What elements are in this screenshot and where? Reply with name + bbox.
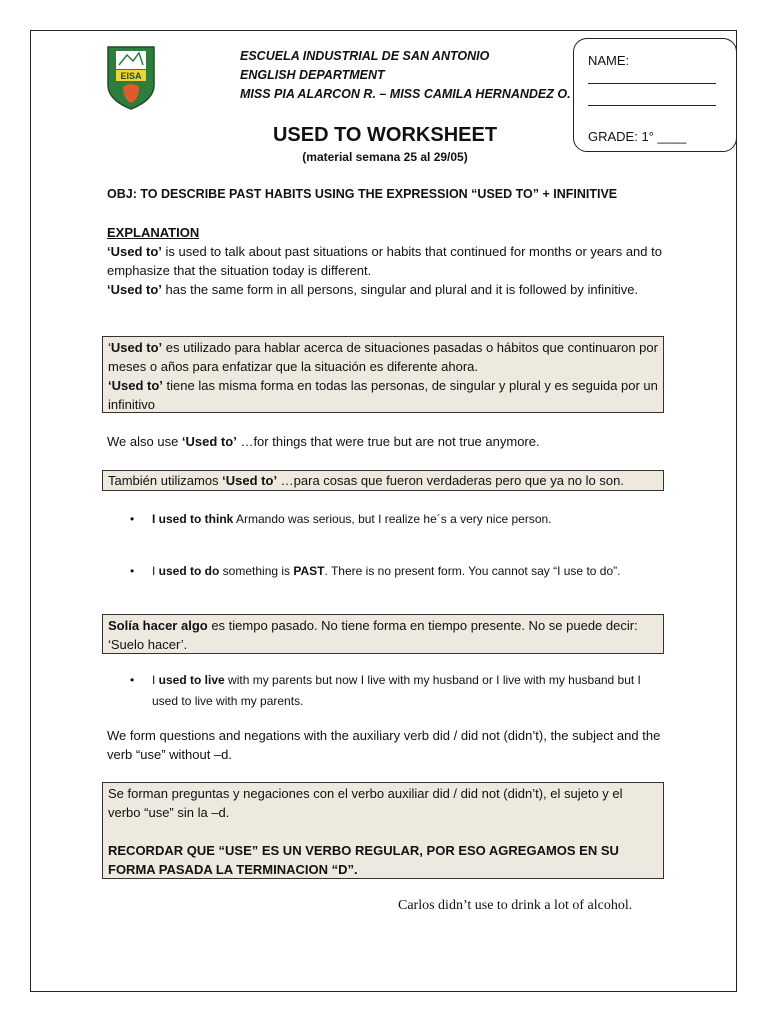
explanation-p2: ‘Used to’ has the same form in all persons, singular and plural and it is followed by infinitive. (107, 282, 639, 297)
department: ENGLISH DEPARTMENT (240, 68, 385, 82)
box1-p2: ‘Used to’ tiene las misma forma en todas las personas, de singular y plural y es seguida por un infinitivo (108, 378, 658, 412)
bullet-icon: • (130, 512, 135, 526)
spanish-also-box: También utilizamos ‘Used to’ …para cosas que fueron verdaderas pero que ya no lo son. (102, 470, 664, 491)
bullet-item: • I used to live with my parents but now I live with my husband or I live with my husband but I used to live with my parents. (130, 670, 655, 714)
objective: OBJ: TO DESCRIBE PAST HABITS USING THE EXPRESSION “USED TO” + INFINITIVE (107, 187, 618, 201)
grade-label: GRADE: 1° ____ (588, 129, 687, 144)
worksheet-subtitle: (material semana 25 al 29/05) (302, 150, 468, 164)
school-logo (105, 45, 157, 111)
box4-p1: Se forman preguntas y negaciones con el verbo auxiliar did / did not (didn’t), el sujeto y el verbo “use” sin la –d. (108, 786, 623, 820)
bullet-item: • I used to do something is PAST. There is no present form. You cannot say “I use to do”. (130, 561, 655, 583)
explanation-heading: EXPLANATION (107, 225, 200, 240)
bullet-icon: • (130, 673, 135, 687)
explanation-p1: ‘Used to’ is used to talk about past situations or habits that continued for months or years and to emphasize that the situation today is different. (107, 244, 662, 278)
bullet-item: • I used to think Armando was serious, but I realize he´s a very nice person. (130, 509, 655, 531)
name-line-2 (588, 105, 716, 106)
bullet-icon: • (130, 564, 135, 578)
explanation-section (107, 223, 667, 299)
also-use-text: We also use ‘Used to’ …for things that were true but are not true anymore. (107, 434, 540, 449)
spanish-questions-box (102, 782, 664, 879)
name-line-1 (588, 83, 716, 84)
teachers: MISS PIA ALARCON R. – MISS CAMILA HERNANDEZ O. (240, 87, 571, 101)
example-sentence: Carlos didn’t use to drink a lot of alcohol. (398, 898, 633, 913)
spanish-explanation-box (102, 336, 664, 413)
box1-p1: ‘Used to’ es utilizado para hablar acerca de situaciones pasadas o hábitos que continuaron por meses o años para enfatizar que la situación es diferente ahora. (108, 340, 658, 374)
name-label: NAME: (588, 53, 630, 68)
worksheet-title: USED TO WORKSHEET (272, 124, 498, 146)
spanish-past-box: Solía hacer algo es tiempo pasado. No tiene forma en tiempo presente. No se puede decir: ‘Suelo hacer’. (102, 614, 664, 654)
school-header (240, 47, 571, 104)
student-info-box (573, 38, 737, 152)
school-name: ESCUELA INDUSTRIAL DE SAN ANTONIO (240, 49, 490, 63)
questions-text: We form questions and negations with the auxiliary verb did / did not (didn’t), the subject and the verb “use” without –d. (107, 728, 661, 762)
logo-text: EISA (120, 71, 142, 81)
box4-p2: RECORDAR QUE “USE” ES UN VERBO REGULAR, POR ESO AGREGAMOS EN SU FORMA PASADA LA TERMINACION “D”. (108, 843, 619, 877)
